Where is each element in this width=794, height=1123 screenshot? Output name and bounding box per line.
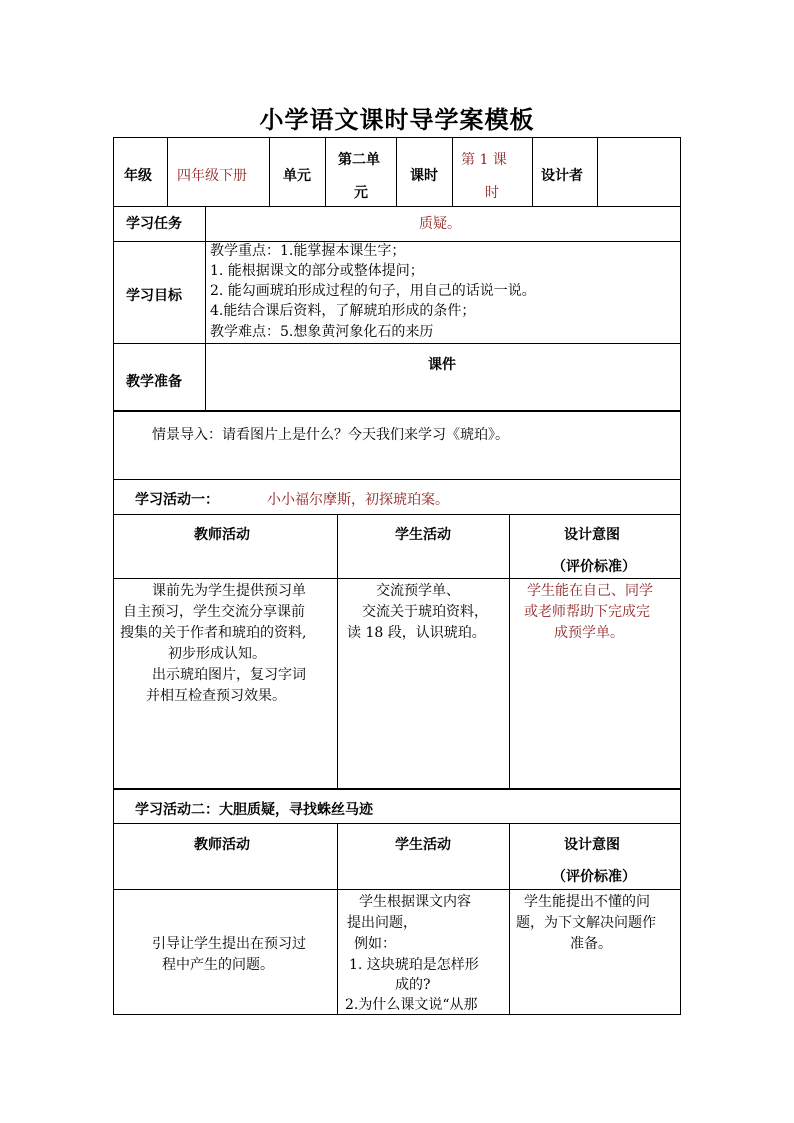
activity1-student-line: 交流关于琥珀资料， [362,604,488,620]
activity2-label: 学习活动二：大胆质疑，寻找蛛丝马迹 [135,802,373,818]
activity1-teacher-line: 初步形成认知。 [168,646,266,662]
activity1-design-line: 或老师帮助下完成完 [524,604,650,620]
activity2-design-line: 准备。 [570,936,612,952]
unit-value-line2: 元 [354,185,368,201]
activity1-student-line: 读 18 段，认识琥珀。 [347,625,486,641]
activity1-name: 小小福尔摩斯，初探琥珀案。 [267,492,449,508]
goals-label: 学习目标 [126,288,182,304]
page-title: 小学语文课时导学案模板 [259,105,535,134]
activity1-teacher-line: 课前先为学生提供预习单 [152,583,306,599]
grade-value: 四年级下册 [177,168,247,184]
activity2-student-line: 成的? [395,977,431,993]
activity1-teacher-line: 出示琥珀图片，复习字词 [152,667,306,683]
period-label: 课时 [410,168,438,184]
period-value-line1: 第 1 课 [461,152,507,168]
activity2-col-design-1: 设计意图 [564,837,620,853]
activity2-col-student: 学生活动 [395,837,451,853]
activity2-teacher-line: 引导让学生提出在预习过 [152,936,306,952]
activity1-col-student: 学生活动 [395,527,451,543]
activity2-student-line: 1. 这块琥珀是怎样形 [349,957,479,973]
activity1-teacher-line: 搜集的关于作者和琥珀的资料, [120,625,307,641]
designer-label: 设计者 [541,168,583,184]
unit-label: 单元 [283,168,311,184]
goal-line: 教学难点：5.想象黄河象化石的来历 [210,324,434,340]
activity2-col-teacher: 教师活动 [194,837,250,853]
activity1-teacher-line: 并相互检查预习效果。 [146,688,286,704]
task-value: 质疑。 [419,216,461,232]
activity1-teacher-line: 自主预习，学生交流分享课前 [123,604,305,620]
goal-line: 4.能结合课后资料，了解琥珀形成的条件； [210,303,476,319]
goal-line: 1. 能根据课文的部分或整体提问； [210,263,424,279]
activity2-col-design-2: （评价标准） [552,869,636,885]
task-label: 学习任务 [126,216,182,232]
intro-text: 情景导入：请看图片上是什么？今天我们来学习《琥珀》。 [152,427,509,443]
activity1-design-line: 成预学单。 [554,625,624,641]
activity2-student-line: 例如： [354,936,396,952]
prep-label: 教学准备 [126,374,182,390]
activity1-col-teacher: 教师活动 [194,527,250,543]
prep-value: 课件 [428,357,456,373]
activity1-col-design-2: （评价标准） [552,559,636,575]
goal-line: 教学重点：1.能掌握本课生字； [210,243,406,259]
grade-label: 年级 [124,168,152,184]
activity1-design-line: 学生能在自己、同学 [527,583,653,599]
unit-value-line1: 第二单 [338,152,380,168]
activity1-student-line: 交流预学单、 [376,583,460,599]
activity1-label: 学习活动一： [135,492,219,508]
activity1-col-design-1: 设计意图 [564,527,620,543]
period-value-line2: 时 [485,185,499,201]
activity2-student-line: 2.为什么课文说“从那 [345,997,478,1013]
goal-line: 2. 能勾画琥珀形成过程的句子，用自己的话说一说。 [210,283,536,299]
activity2-student-line: 提出问题， [347,915,417,931]
activity2-student-line: 学生根据课文内容 [359,894,471,910]
activity2-design-line: 题，为下文解决问题作 [516,915,656,931]
activity2-teacher-line: 程中产生的问题。 [162,957,274,973]
activity2-design-line: 学生能提出不懂的问 [524,894,650,910]
